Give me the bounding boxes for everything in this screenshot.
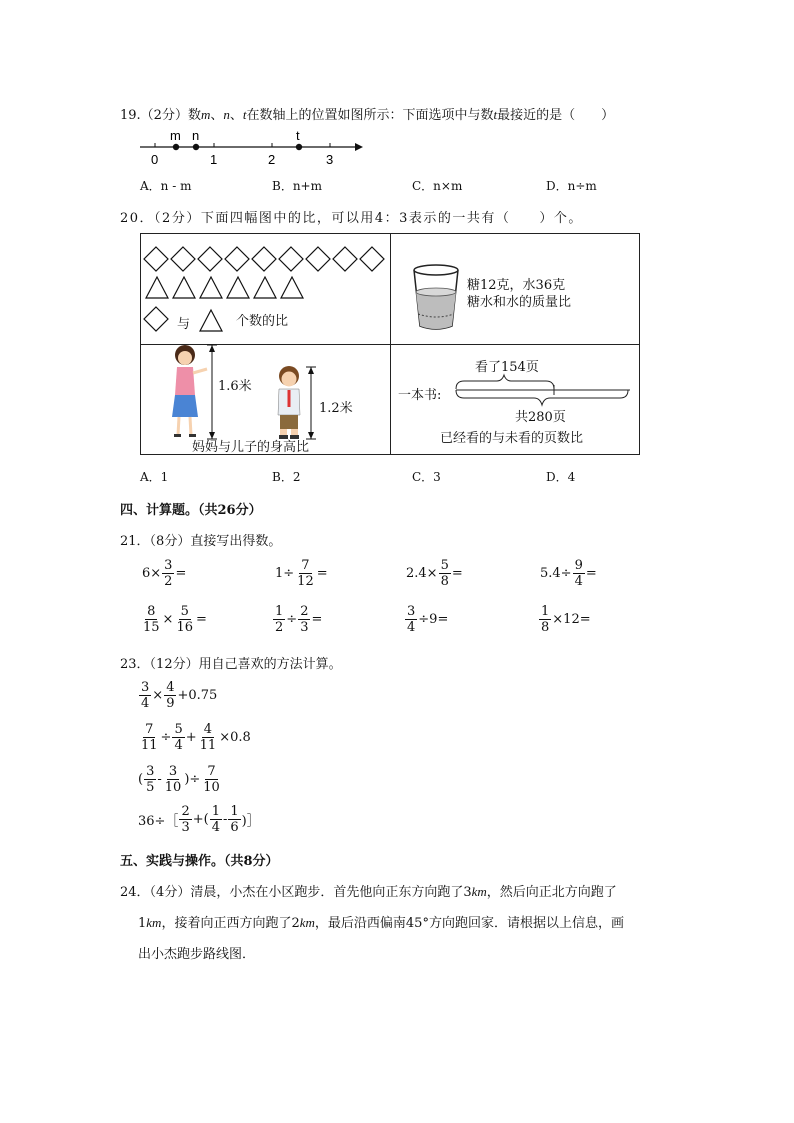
q20-option-a[interactable]: A．1 [140,470,169,484]
q19-option-a[interactable]: A．n - m [140,179,192,193]
cell2-line1: 糖12克，水36克 [467,278,566,293]
q21-expr-4: 5.4÷ $\frac{9}{4}$ = [540,558,597,589]
q21-expr-1: 6× $\frac{3}{2}$ = [142,558,187,589]
fraction: $\frac{8}{15}$ [143,604,160,635]
point-n-label: n [192,128,200,143]
tick-3: 3 [326,152,334,167]
q24-line-3: 出小杰跑步路线图． [138,947,256,962]
q19-option-b[interactable]: B．n+m [272,179,322,193]
q23-expr-4: 36÷［ 2 3 +( 1 4 - 1 6 )］ [138,804,260,835]
section-5-heading: 五、实践与操作。（共8分） [120,854,279,869]
q19-option-d[interactable]: D．n÷m [546,179,597,193]
fraction: $\frac{1}{8}$ [541,604,550,635]
q20-stem: 20．（2分）下面四幅图中的比，可以用4：3表示的一共有（ ）个。 [120,211,583,226]
q23-expr-2: $\frac{7}{11}$ ÷ $\frac{5}{4}$ + $\frac{4}{11}$ ×0.8 [141,722,251,753]
fraction: $\frac{5}{4}$ [174,722,183,753]
fraction: $\frac{3}{2}$ [164,558,173,589]
son-height-arrow [304,365,318,441]
cell1-with-label: 与 [177,317,191,332]
fraction: $\frac{9}{4}$ [574,558,583,589]
q21-expr-6: $\frac{1}{2}$ ÷ $\frac{2}{3}$ = [275,604,323,635]
q21-stem: 21．（8分）直接写出得数。 [120,534,282,549]
tick-1: 1 [210,152,218,167]
point-t-label: t [296,128,300,143]
fraction: $\frac{7}{12}$ [297,558,314,589]
point-m-label: m [170,128,181,143]
q24-line-1: 24．（4分）清晨，小杰在小区跑步．首先他向正东方向跑了3km，然后向正北方向跑了 [120,884,617,900]
tick-0: 0 [151,152,159,167]
q19-option-c[interactable]: C．n×m [412,179,463,193]
fraction: $\frac{4}{11}$ [199,722,217,753]
fraction: $\frac{2}{3}$ [300,604,309,635]
q23-stem: 23．（12分）用自己喜欢的方法计算。 [120,657,342,672]
cell3-caption: 妈妈与儿子的身高比 [192,440,310,455]
q21-expr-3: 2.4× $\frac{5}{8}$ = [406,558,463,589]
section-4-heading: 四、计算题。（共26分） [120,503,262,518]
mother-height-arrow [205,343,219,441]
cell4-book-label: 一本书: [398,388,442,403]
q23-expr-1: $\frac{3}{4}$ × $\frac{4}{9}$ +0.75 [141,680,218,711]
q21-expr-8: $\frac{1}{8}$ ×12= [541,604,591,635]
fraction: 2 3 [181,804,190,835]
fraction: $\frac{5}{16}$ [176,604,193,635]
fraction: 1 4 [211,804,220,835]
fraction: $\frac{7}{10}$ [203,764,220,795]
q20-option-b[interactable]: B．2 [272,470,301,484]
q23-expr-3: ( 3 5 - 3 10 )÷ $\frac{7}{10}$ [138,764,220,795]
cell1-caption: 个数的比 [236,314,289,329]
q24-line-2: 1km，接着向正西方向跑了2km，最后沿西偏南45°方向跑回家．请根据以上信息，画 [138,915,624,931]
cell4-total-label: 共280页 [515,410,566,425]
fraction: $\frac{7}{11}$ [141,722,158,753]
number-line [130,125,370,170]
book-brace-diagram [450,370,635,410]
fraction: 3 5 [146,764,155,795]
q20-option-c[interactable]: C．3 [412,470,441,484]
mother-height-label: 1.6米 [218,379,252,394]
q21-expr-7: $\frac{3}{4}$ ÷9= [407,604,449,635]
cell4-read-label: 看了154页 [475,360,539,375]
fraction: 3 10 [164,764,182,795]
fraction: $\frac{3}{4}$ [141,680,150,711]
water-glass-icon [410,262,462,334]
fraction: $\frac{3}{4}$ [407,604,416,635]
q21-expr-2: 1÷ $\frac{7}{12}$ = [275,558,328,589]
son-figure [272,365,306,440]
tick-2: 2 [268,152,276,167]
cell4-caption: 已经看的与未看的页数比 [440,431,584,446]
fraction: $\frac{4}{9}$ [166,680,175,711]
q21-expr-5: $\frac{8}{15}$ × $\frac{5}{16}$ = [143,604,207,635]
fraction: $\frac{1}{2}$ [275,604,284,635]
cell2-line2: 糖水和水的质量比 [467,295,572,310]
fraction: 1 6 [230,804,239,835]
q19-stem: 19.（2分）数m、n、t在数轴上的位置如图所示：下面选项中与数t最接近的是（ ） [120,107,615,123]
son-height-label: 1.2米 [319,401,353,416]
q20-option-d[interactable]: D．4 [546,470,576,484]
fraction: $\frac{5}{8}$ [440,558,449,589]
